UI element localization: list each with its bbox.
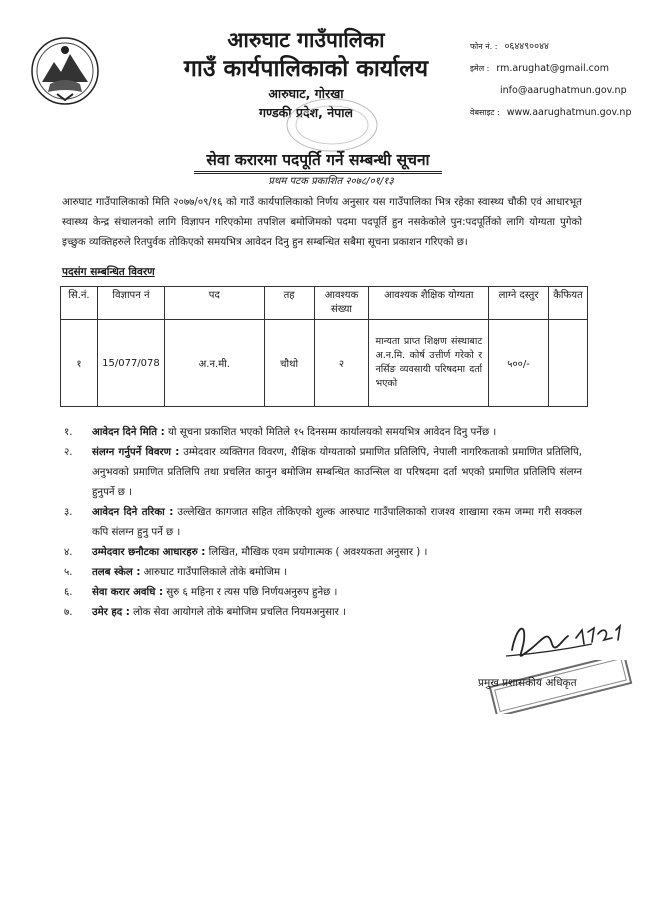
cell-post: अ.न.मी.	[164, 320, 264, 407]
cell-count: २	[314, 320, 369, 407]
list-item	[62, 443, 582, 503]
list-item	[62, 503, 582, 543]
col-header-count: आवश्यक संख्या	[314, 287, 369, 320]
list-item-number: ६.	[64, 587, 73, 598]
posts-section-title: पदसंग सम्बन्धित विवरण	[62, 266, 155, 278]
list-item-key: संलग्न गर्नुपर्ने विवरण :	[92, 447, 180, 458]
signature-block	[478, 610, 638, 720]
cell-level: चौथो	[264, 320, 314, 407]
col-header-post: पद	[164, 287, 264, 320]
email-row-2	[470, 80, 655, 102]
list-item-number: २.	[64, 447, 73, 458]
address-line-2: गण्डकी प्रदेश, नेपाल	[259, 105, 353, 120]
table-row	[61, 320, 588, 407]
list-item-number: ७.	[64, 607, 73, 618]
email-label: इमेल :	[470, 64, 490, 73]
col-header-remarks: कैफियत	[548, 287, 587, 320]
website-label: वेबसाइट :	[470, 108, 500, 117]
list-item-text: सुरु ६ महिना र त्यस पछि निर्णयअनुरुप हुनेछ ।	[163, 587, 338, 598]
email-row	[470, 58, 655, 80]
conditions-list	[62, 423, 582, 623]
list-item	[62, 423, 582, 443]
organization-name: आरुघाट गाउँपालिका	[227, 28, 385, 52]
publication-date: प्रथम पटक प्रकाशित २०७८/०१/१३	[268, 176, 394, 187]
list-item-key: सेवा करार अवधि :	[92, 587, 164, 598]
nepal-emblem-icon	[30, 36, 100, 106]
col-header-sn: सि.नं.	[61, 287, 98, 320]
col-header-qualification: आवश्यक शैक्षिक योग्यता	[369, 287, 489, 320]
list-item-text: उम्मेदवार व्यक्तिगत विवरण, शैक्षिक योग्यताको प्रमाणित प्रतिलिपि, नेपाली नागरिकताको प्रमाणित प्रतिलिपि, अनुभवको प्रमाणित प्रतिलिपि तथा प्रचलित कानुन बमोजिम सम्बन्धित काउन्सिल वा परिषदमा दर्ता भएको प्रमाणित प्रतिलिपि संलग्न हुनुपर्ने छ ।	[92, 447, 582, 498]
email-primary: rm.arughat@gmail.com	[496, 63, 609, 74]
posts-table	[60, 286, 588, 407]
cell-remarks	[548, 320, 587, 407]
email-secondary: info@aarughatmun.gov.np	[500, 85, 627, 96]
website-url: www.aarughatmun.gov.np	[506, 107, 632, 118]
list-item-text: आरुघाट गाउँपालिकाले तोके बमोजिम ।	[140, 567, 288, 578]
phone-row	[470, 36, 655, 58]
list-item-number: १.	[64, 427, 73, 438]
notice-title: सेवा करारमा पदपूर्ति गर्ने सम्बन्धी सूचना	[194, 148, 442, 174]
list-item-number: ५.	[64, 567, 73, 578]
cell-adv-no: 15/077/078	[97, 320, 164, 407]
list-item-key: आवेदन दिने मिति :	[92, 427, 165, 438]
website-row	[470, 102, 655, 124]
phone-number: ०६४४९००४४	[504, 41, 549, 52]
contact-info	[470, 36, 655, 124]
phone-label: फोन नं. :	[470, 42, 498, 51]
cell-qualification: मान्यता प्राप्त शिक्षण संस्थाबाट अ.न.मि. कोर्ष उत्तीर्ण गरेको र नर्सिङ व्यवसायी परिषदमा दर्ता भएको	[369, 320, 489, 407]
address-line-1: आरुघाट, गोरखा	[268, 86, 344, 101]
list-item-key: उमेर हद :	[92, 607, 130, 618]
table-header-row	[61, 287, 588, 320]
office-seal-faint	[282, 95, 382, 155]
cell-sn: १	[61, 320, 98, 407]
list-item-text: यो सूचना प्रकाशित भएको मितिले १५ दिनसम्म कार्यालयको समयभित्र आवेदन दिनु पर्नेछ ।	[164, 427, 497, 438]
list-item-text: उल्लेखित कागजात सहित तोकिएको शुल्क आरुघाट गाउँपालिकाको राजश्व शाखामा रकम जम्मा गरी सक्कल कपि संलग्न हुनु पर्ने छ ।	[92, 507, 582, 538]
list-item	[62, 543, 582, 563]
list-item-key: आवेदन दिने तरिका :	[92, 507, 174, 518]
list-item-key: तलब स्केल :	[92, 567, 141, 578]
list-item-text: लोक सेवा आयोगले तोके बमोजिम प्रचलित नियमअनुसार ।	[129, 607, 346, 618]
list-item-number: ३.	[64, 507, 73, 518]
office-name: गाउँ कार्यपालिकाको कार्यालय	[183, 56, 429, 82]
intro-paragraph: आरुघाट गाउँपालिकाको मिति २०७७/०९/१६ को गाउँ कार्यपालिकाको निर्णय अनुसार यस गाउँपालिका भित्र रहेका स्वास्थ्य चौकी एवं आधारभूत स्वास्थ्य केन्द्र संचालनको लागि विज्ञापन गरिएकोमा तपशिल बमोजिमको पदमा पदपूर्ति हुन नसकेकोले पुन:पदपूर्तिको लागि योग्यता पुगेको इच्छुक व्यक्तिहरुले रितपुर्वक तोकिएको समयभित्र आवेदन दिनु हुन सम्बन्धित सबैमा सूचना प्रकाशन गरिएको छ।	[62, 197, 582, 248]
cell-fee: ५००/-	[489, 320, 549, 407]
signatory-title: प्रमुख प्रशासकीय अधिकृत	[478, 677, 577, 689]
list-item-number: ४.	[64, 547, 73, 558]
list-item-key: उम्मेदवार छनौटका आधारहरु :	[92, 547, 206, 558]
col-header-adv-no: विज्ञापन नं	[97, 287, 164, 320]
col-header-fee: लाग्ने दस्तुर	[489, 287, 549, 320]
list-item-text: लिखित, मौखिक एवम प्रयोगात्मक ( अवश्यकता अनुसार ) ।	[205, 547, 428, 558]
col-header-level: तह	[264, 287, 314, 320]
list-item	[62, 563, 582, 583]
list-item	[62, 583, 582, 603]
